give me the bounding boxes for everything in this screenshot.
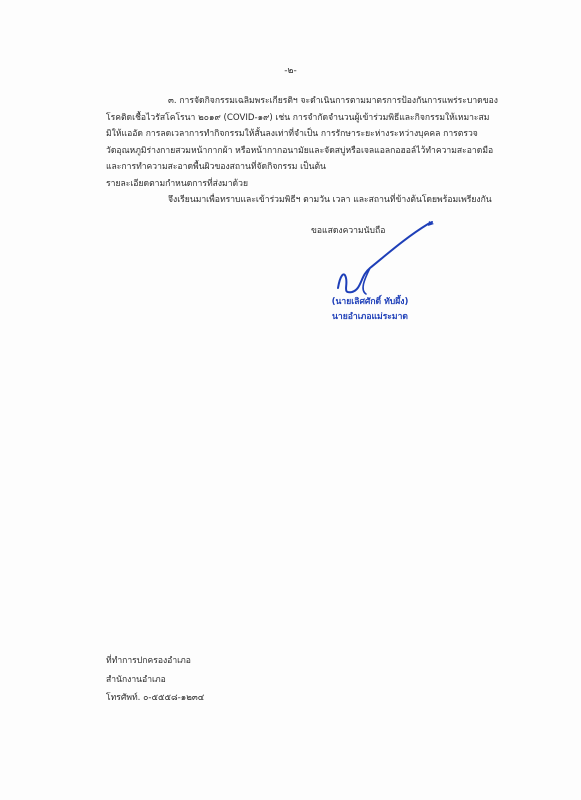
paragraph-line: วัดอุณหภูมิร่างกายสวมหน้ากากผ้า หรือหน้ากากอนามัยและจัดสบู่หรือเจลแอลกอฮอล์ไว้ทำความสะอาดมือ	[106, 145, 494, 156]
handwritten-signature	[330, 218, 440, 303]
attachment-note: รายละเอียดตามกำหนดการที่ส่งมาด้วย	[106, 178, 248, 189]
sender-contact	[106, 652, 204, 708]
office-name: ที่ทำการปกครองอำเภอ	[106, 656, 191, 666]
page-number: -๒-	[284, 66, 297, 76]
request-line: จึงเรียนมาเพื่อทราบและเข้าร่วมพิธีฯ ตามวัน เวลา และสถานที่ข้างต้นโดยพร้อมเพรียงกัน	[168, 195, 492, 205]
paragraph-line: มิให้แออัด การลดเวลาการทำกิจกรรมให้สั้นลงเท่าที่จำเป็น การรักษาระยะห่างระหว่างบุคคล การตรวจ	[106, 129, 478, 139]
office-phone: โทรศัพท์. ๐-๕๕๕๘-๑๒๓๔	[106, 693, 205, 703]
signer-block	[300, 295, 440, 325]
paragraph-line: โรคติดเชื้อไวรัสโคโรนา ๒๐๑๙ (COVID-๑๙) เช่น การจำกัดจำนวนผู้เข้าร่วมพิธีและกิจกรรมให้เหมาะสม	[106, 112, 490, 123]
signer-position: นายอำเภอแม่ระมาด	[332, 312, 408, 322]
closing-phrase: ขอแสดงความนับถือ	[311, 226, 386, 236]
office-unit: สำนักงานอำเภอ	[106, 674, 166, 685]
paragraph-line: ๓. การจัดกิจกรรมเฉลิมพระเกียรติฯ จะดำเนินการตามมาตรการป้องกันการแพร่ระบาดของ	[168, 96, 498, 106]
signer-name: (นายเลิศศักดิ์ ทับผึ้ง)	[331, 297, 409, 307]
paragraph-line: และการทำความสะอาดพื้นผิวของสถานที่จัดกิจกรรม เป็นต้น	[106, 162, 326, 172]
letter-body	[106, 93, 526, 209]
